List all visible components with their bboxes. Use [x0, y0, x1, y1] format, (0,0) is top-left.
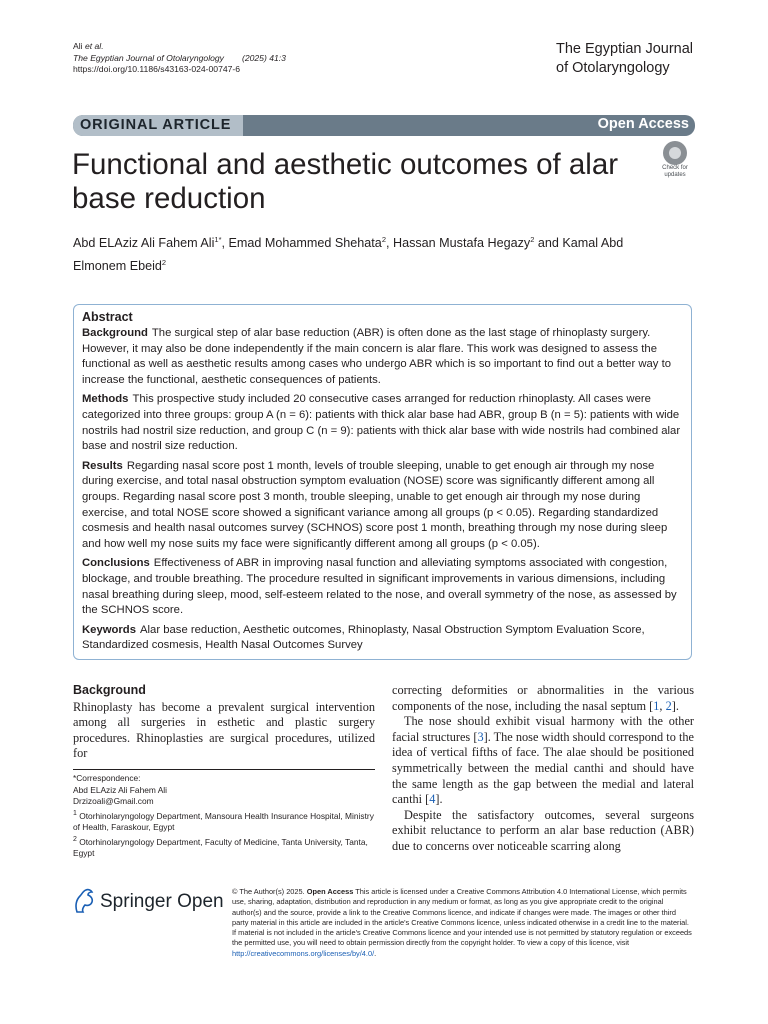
license-end: . — [374, 948, 377, 958]
author-1: Abd ELAziz Ali Fahem Ali — [73, 236, 215, 251]
abstract-background — [82, 326, 684, 388]
body-text: ]. — [671, 698, 679, 713]
affiliation-2 — [73, 834, 375, 860]
body-right-column — [392, 683, 694, 855]
article-type-label: ORIGINAL ARTICLE — [80, 117, 232, 133]
body-text: correcting deformities or abnormalities in the various components of the nose, including the nasal septum [ — [392, 683, 694, 713]
article-title: Functional and aesthetic outcomes of alar base reduction — [72, 148, 619, 215]
journal-name-line2: of Otolaryngology — [556, 60, 670, 76]
check-updates-icon — [663, 141, 687, 165]
abstract-results — [82, 459, 684, 553]
author-2: , Emad Mohammed Shehata — [221, 236, 382, 251]
body-text: The nose should exhibit visual harmony with the other facial structures [ — [392, 714, 694, 744]
section-heading-background: Background — [73, 683, 146, 697]
check-for-updates-badge[interactable] — [656, 141, 694, 179]
header-journal: The Egyptian Journal of Otolaryngology — [73, 52, 224, 63]
correspondence-email[interactable]: Drzizoali@Gmail.com — [73, 796, 154, 807]
body-paragraph: Rhinoplasty has become a prevalent surgical intervention among all surgeries in esthetic and plastic surgery procedures. Rhinoplasties are surgical procedures, utilized for — [73, 699, 375, 761]
author-4-affil: 2 — [161, 258, 167, 268]
abstract-background-text: The surgical step of alar base reduction (ABR) is often done as the last stage of rhinoplasty surgery. However, it may also be done independently if the main concern is alar flare. This work was designed to assess the functional as well as aesthetic results among cases who undergo ABR which is so important to find out a better way to increase the functional, aesthetic consequences of patients. — [82, 327, 672, 386]
abstract-box — [73, 304, 692, 660]
open-access-label: Open Access — [597, 116, 689, 132]
reference-link[interactable]: 1 — [653, 698, 660, 713]
journal-name-line1: The Egyptian Journal — [556, 41, 694, 57]
affiliation-1-number: 1 — [73, 809, 77, 817]
abstract-heading: Abstract — [82, 310, 133, 324]
keywords-heading: Keywords — [82, 623, 136, 636]
reference-link[interactable]: 3 — [477, 729, 484, 744]
author-4: and Kamal Abd Elmonem Ebeid — [73, 236, 624, 274]
badge-line1: Check for — [662, 165, 688, 171]
author-2-affil: 2 — [381, 235, 386, 244]
abstract-conclusions-heading: Conclusions — [82, 557, 150, 570]
abstract-conclusions — [82, 556, 684, 618]
license-body: This article is licensed under a Creative Commons Attribution 4.0 International License, which permits use, sharing, adaptation, distribution and reproduction in any medium or format, as long as you give appropriate credit to the original author(s) and the source, provide a link to the Creative Commons licence, and indicate if changes were made. The images or other third party material in this article are included in the article's Creative Commons licence, unless indicated otherwise in a credit line to the material. If material is not included in the article's Creative Commons licence and your intended use is not permitted by statutory regulation or exceeds the permitted use, you will need to obtain permission directly from the copyright holder. To view a copy of this licence, visit — [232, 887, 692, 948]
journal-name — [556, 40, 693, 78]
abstract-results-heading: Results — [82, 459, 123, 472]
logo-open: Open — [177, 891, 224, 912]
correspondence-name: Abd ELAziz Ali Fahem Ali — [73, 784, 168, 795]
author-list — [73, 230, 633, 276]
abstract-keywords — [82, 623, 684, 654]
abstract-methods — [82, 392, 684, 454]
affiliation-2-number: 2 — [73, 835, 77, 843]
affiliation-1-text: Otorhinolaryngology Department, Mansoura Health Insurance Hospital, Ministry of Health, Faraskour, Egypt — [73, 810, 374, 833]
keywords-text: Alar base reduction, Aesthetic outcomes, Rhinoplasty, Nasal Obstruction Symptom Evaluation Score, Standardized cosmesis, Health Nasal Outcomes Survey — [82, 623, 645, 652]
author-3: , Hassan Mustafa Hegazy — [385, 236, 531, 251]
license-text — [232, 887, 694, 959]
abstract-methods-heading: Methods — [82, 393, 129, 406]
author-3-affil: 2 — [530, 235, 535, 244]
body-paragraph — [392, 683, 694, 714]
abstract-results-text: Regarding nasal score post 1 month, levels of trouble sleeping, unable to get enough air through my nose during exercise, and total nasal obstruction symptom evaluation (NOSE) score was significantly different among all groups. Regarding nasal score post 3 month, trouble sleeping, unable to get enough air through my nose during exercise, and total NOSE score showed a significant variance among all groups (p < 0.05). Regarding standardized cosmesis and health nasal outcomes survey (SCHNOS) score post 1 month, breathing through my nose during sleep and how well my nose suits my face were significantly different among all groups (p < 0.05). — [82, 459, 668, 550]
license-link[interactable]: http://creativecommons.org/licenses/by/4.0/ — [232, 948, 375, 958]
header-year-volume: (2025) 41:3 — [241, 52, 286, 63]
springer-horse-icon — [73, 888, 95, 914]
footnote-divider — [73, 769, 375, 770]
reference-link[interactable]: 4 — [429, 792, 436, 807]
springer-open-wordmark — [100, 891, 224, 913]
header-doi[interactable]: https://doi.org/10.1186/s43163-024-00747-6 — [73, 64, 241, 74]
affiliation-2-text: Otorhinolaryngology Department, Faculty of Medicine, Tanta University, Tanta, Egypt — [73, 836, 368, 859]
springer-open-logo — [73, 886, 223, 920]
license-copyright: © The Author(s) 2025. — [232, 887, 307, 896]
body-paragraph — [392, 714, 694, 808]
abstract-background-heading: Background — [82, 327, 148, 339]
reference-link[interactable]: 2 — [665, 698, 672, 713]
license-open-access: Open Access — [306, 887, 354, 896]
article-type-banner — [73, 115, 695, 136]
header-authors: Ali — [73, 41, 85, 51]
abstract-methods-text: This prospective study included 20 consecutive cases arranged for reduction rhinoplasty. All cases were categorized into three groups: group A (n = 6): patients with thick alar base had ABR, group B (n = 5): patients with wide nostrils had nostril size reduction, and group C (n = 9): patients with thick alar base with wide nostrils had combined alar base and nostril size reduction. — [82, 393, 681, 453]
badge-line2: updates — [664, 172, 686, 178]
body-text: , — [659, 698, 666, 713]
footnotes — [73, 773, 375, 860]
header-et-al: et al. — [84, 41, 104, 51]
body-paragraph: Despite the satisfactory outcomes, several surgeons exhibit reluctance to perform an alar base reduction (ABR) due to concerns over noticeable scarring along — [392, 807, 694, 853]
author-1-affil: 1* — [214, 235, 222, 244]
correspondence-label: *Correspondence: — [73, 773, 141, 783]
citation-header — [73, 41, 286, 76]
body-text: ]. — [435, 792, 443, 807]
logo-springer: Springer — [100, 891, 172, 912]
body-left-column — [73, 683, 375, 762]
body-text: ]. The nose width should correspond to the idea of vertical fifths of face. The alae should be positioned symmetrically between the medial canthi and should have the same length as the gap between the medial and lateral canthi [ — [392, 729, 695, 807]
affiliation-1 — [73, 808, 375, 834]
abstract-conclusions-text: Effectiveness of ABR in improving nasal function and alleviating symptoms associated with congestion, blockage, and trouble breathing. The procedure resulted in significant improvements in various dimensions, including nasal breathing during sleep, mood, self-esteem related to the nose, and overall symmetry of the nose, as assessed by the SCHNOS score. — [82, 557, 677, 617]
